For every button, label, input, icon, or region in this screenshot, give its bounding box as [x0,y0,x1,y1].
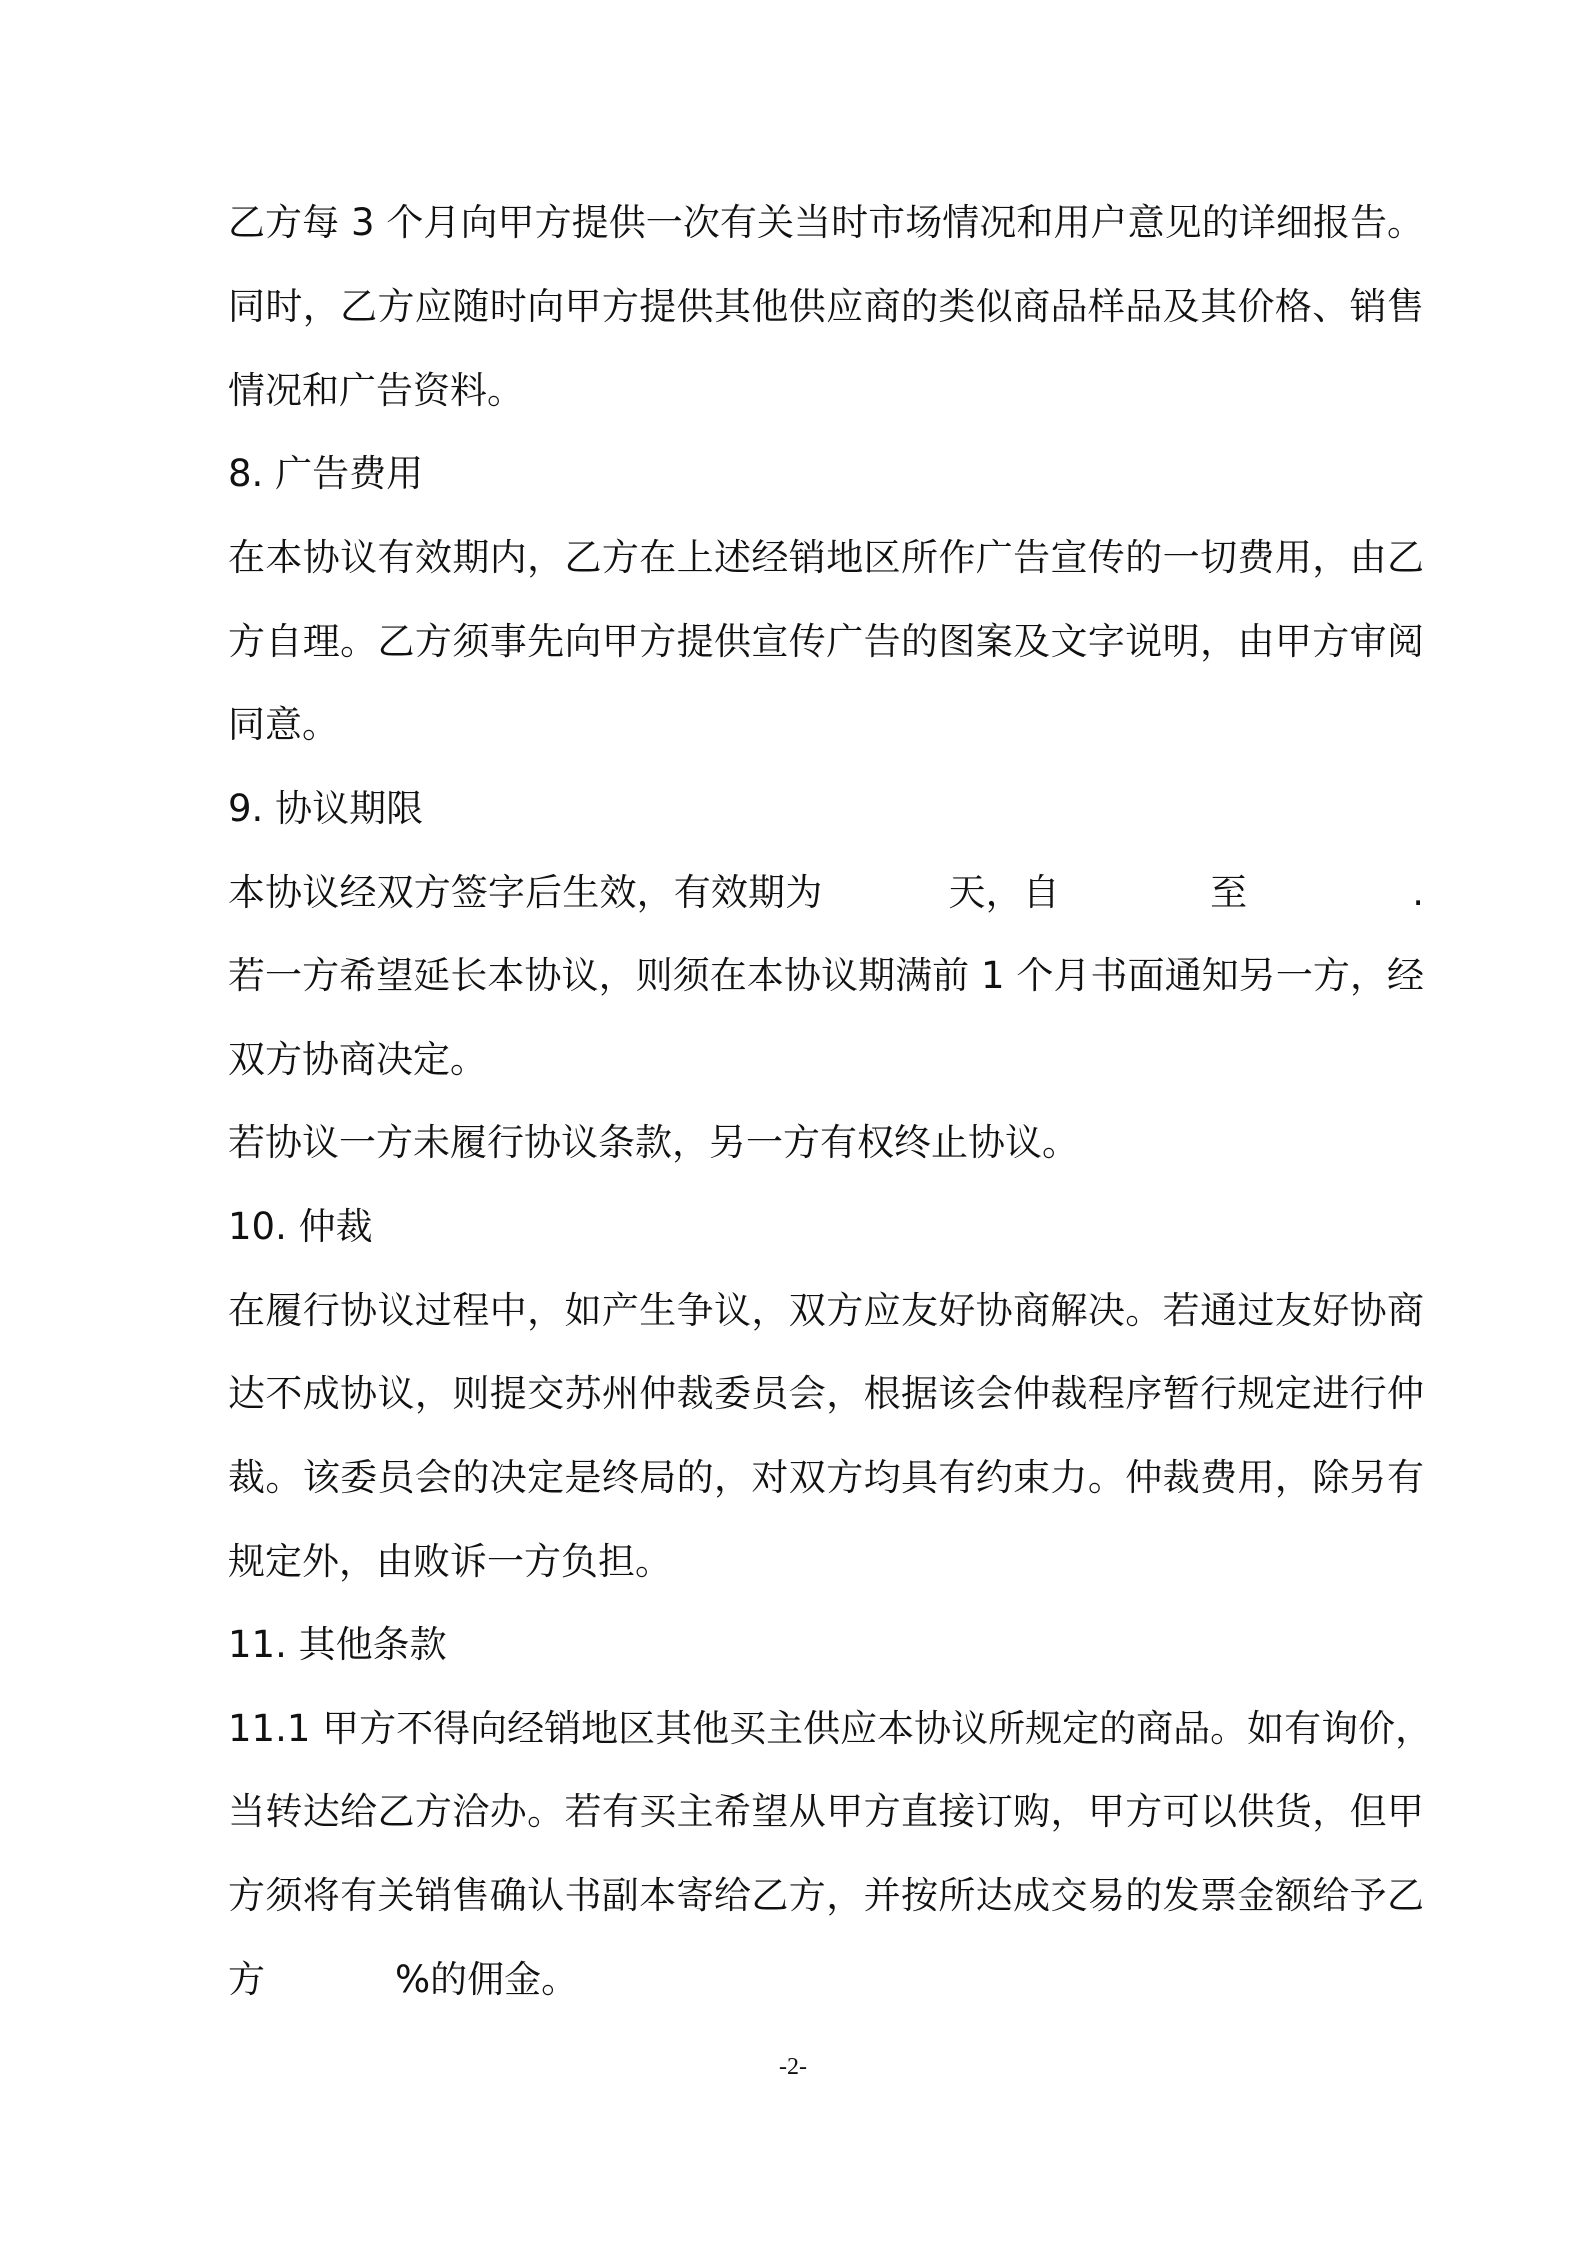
paragraph-line: 情况和广告资料。 [228,369,524,412]
commission-line [228,1955,578,2005]
paragraph-line: 在本协议有效期内，乙方在上述经销地区所作广告宣传的一切费用，由乙 [228,536,1424,579]
page-number: -2- [779,2054,807,2080]
term-line [228,868,1424,918]
paragraph-line: 同意。 [228,703,339,746]
paragraph-line: 达不成协议，则提交苏州仲裁委员会，根据该会仲裁程序暂行规定进行仲 [228,1372,1424,1415]
commission-text-percent: %的佣金。 [395,1958,579,2001]
paragraph-line: 方须将有关销售确认书副本寄给乙方，并按所达成交易的发票金额给予乙 [228,1874,1424,1917]
paragraph-line: 当转达给乙方洽办。若有买主希望从甲方直接订购，甲方可以供货，但甲 [228,1790,1424,1833]
term-text-to: 至 [1209,871,1248,914]
paragraph-line: 11.1 甲方不得向经销地区其他买主供应本协议所规定的商品。如有询价， [228,1707,1433,1750]
paragraph-line: 同时，乙方应随时向甲方提供其他供应商的类似商品样品及其价格、销售 [228,285,1424,328]
term-text-period: . [1412,871,1425,914]
section-heading-arbitration: 10. 仲裁 [228,1205,373,1248]
paragraph-line: 规定外，由败诉一方负担。 [228,1540,672,1583]
term-text-effective: 本协议经双方签字后生效，有效期为 [228,871,823,914]
paragraph-line: 裁。该委员会的决定是终局的，对双方均具有约束力。仲裁费用，除另有 [228,1456,1424,1499]
paragraph-line: 乙方每 3 个月向甲方提供一次有关当时市场情况和用户意见的详细报告。 [228,201,1424,244]
section-heading-term: 9. 协议期限 [228,787,424,830]
paragraph-line: 方自理。乙方须事先向甲方提供宣传广告的图案及文字说明，由甲方审阅 [228,620,1424,663]
section-heading-advertising: 8. 广告费用 [228,452,424,495]
paragraph-line: 若协议一方未履行协议条款，另一方有权终止协议。 [228,1121,1079,1164]
paragraph-line: 若一方希望延长本协议，则须在本协议期满前 1 个月书面通知另一方，经 [228,954,1424,997]
paragraph-line: 在履行协议过程中，如产生争议，双方应友好协商解决。若通过友好协商 [228,1289,1424,1332]
paragraph-line: 双方协商决定。 [228,1038,487,1081]
term-text-days-from: 天，自 [948,871,1060,914]
section-heading-other-terms: 11. 其他条款 [228,1623,447,1666]
commission-text-party: 方 [228,1958,265,2001]
